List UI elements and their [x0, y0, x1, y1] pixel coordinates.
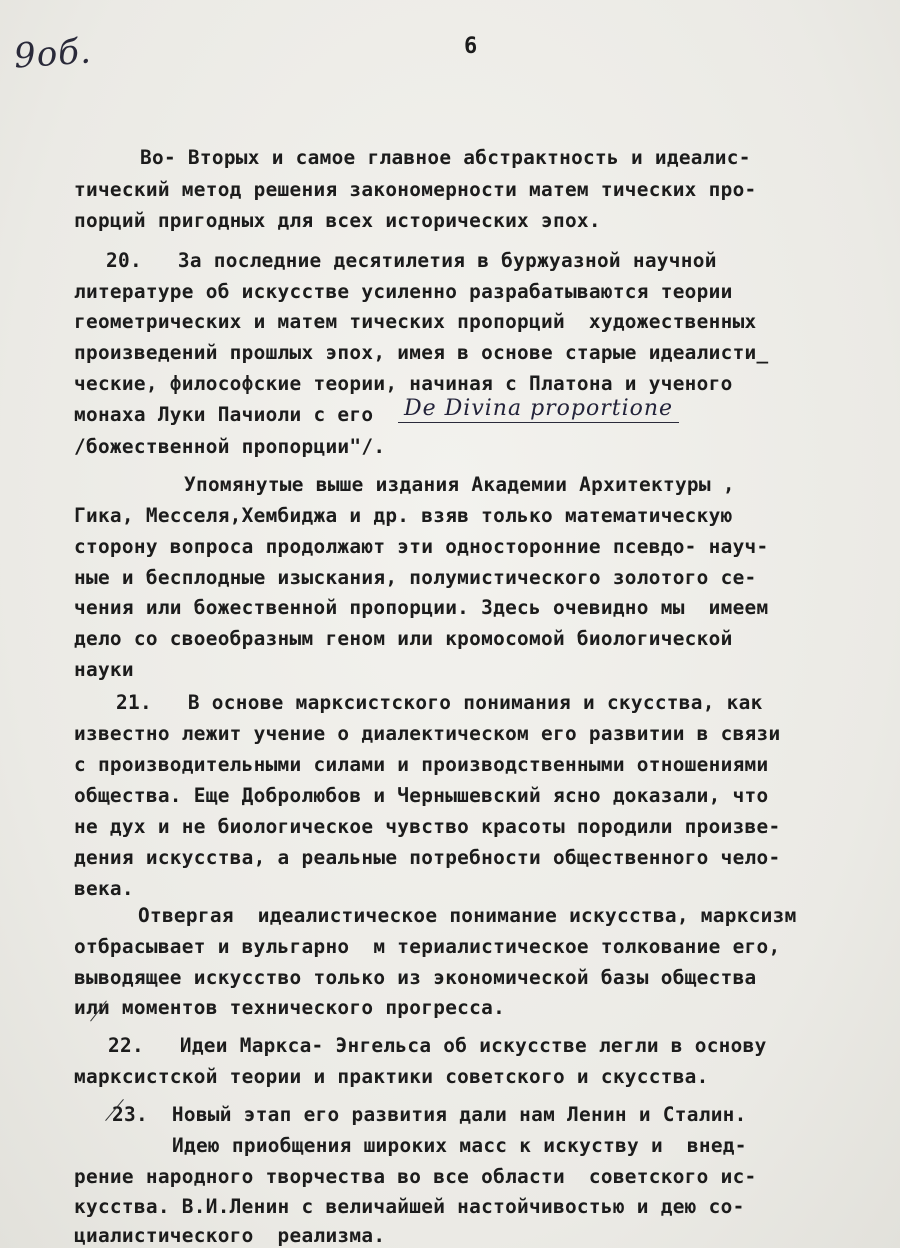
text-line: века.	[74, 877, 134, 900]
text-line: дело со своеобразным геном или кромосомой биологической	[74, 627, 733, 650]
text-line: /божественной пропорции"/.	[74, 435, 386, 458]
text-line: монаха Луки Пачиоли с его	[74, 403, 374, 426]
text-line: не дух и не биологическое чувство красоты породили произве-	[74, 815, 781, 838]
text-line: ческие, философские теории, начиная с Платона и ученого	[74, 372, 733, 395]
text-line: геометрических и матем тических пропорций художественных	[74, 310, 757, 333]
text-line: Упомянутые выше издания Академии Архитектуры ,	[184, 473, 735, 496]
text-line: Идею приобщения широких масс к искуству и внед-	[172, 1134, 747, 1157]
text-line: ные и бесплодные изыскания, полумистического золотого се-	[74, 566, 757, 589]
text-line: 22. Идеи Маркса- Энгельса об искусстве легли в основу	[108, 1034, 767, 1057]
text-line: кусства. В.И.Ленин с величайшей настойчивостью и дею со-	[74, 1195, 745, 1218]
text-line: общества. Еще Добролюбов и Чернышевский ясно доказали, что	[74, 784, 769, 807]
page-number: 6	[464, 34, 478, 59]
text-line: тический метод решения закономерности матем тических про-	[74, 178, 757, 201]
text-line: известно лежит учение о диалектическом его развитии в связи	[74, 722, 781, 745]
text-line: рение народного творчества во все области советского ис-	[74, 1165, 757, 1188]
text-line: Во- Вторых и самое главное абстрактность и идеалис-	[140, 146, 751, 169]
text-line: дения искусства, а реальные потребности общественного чело-	[74, 846, 781, 869]
text-line: чения или божественной пропорции. Здесь очевидно мы имеем	[74, 596, 769, 619]
text-line: Гика, Месселя,Хембиджа и др. взяв только математическую	[74, 504, 733, 527]
handwritten-title: De Divina proportione	[398, 398, 679, 423]
text-line: циалистического реализма.	[74, 1224, 386, 1247]
text-line: 20. За последние десятилетия в буржуазной научной	[106, 249, 717, 272]
text-line: науки	[74, 658, 134, 681]
text-line: литературе об искусстве усиленно разрабатываются теории	[74, 280, 733, 303]
text-line: Отвергая идеалистическое понимание искусства, марксизм	[138, 904, 797, 927]
text-line: порций пригодных для всех исторических эпох.	[74, 209, 601, 232]
archive-folio-mark: 9об.	[12, 31, 93, 77]
text-line: с производительными силами и производственными отношениями	[74, 753, 769, 776]
text-line: отбрасывает и вульгарно м териалистическое толкование его,	[74, 935, 781, 958]
text-line: произведений прошлых эпох, имея в основе старые идеалисти_	[74, 341, 769, 364]
text-line: сторону вопроса продолжают эти односторонние псевдо- науч-	[74, 535, 769, 558]
text-line: марксистской теории и практики советского и скусства.	[74, 1065, 709, 1088]
text-line: выводящее искусство только из экономической базы общества	[74, 966, 757, 989]
text-line: 21. В основе марксистского понимания и скусства, как	[116, 691, 763, 714]
text-line: или моментов технического прогресса.	[74, 996, 506, 1019]
text-line: 23. Новый этап его развития дали нам Ленин и Сталин.	[112, 1103, 747, 1126]
